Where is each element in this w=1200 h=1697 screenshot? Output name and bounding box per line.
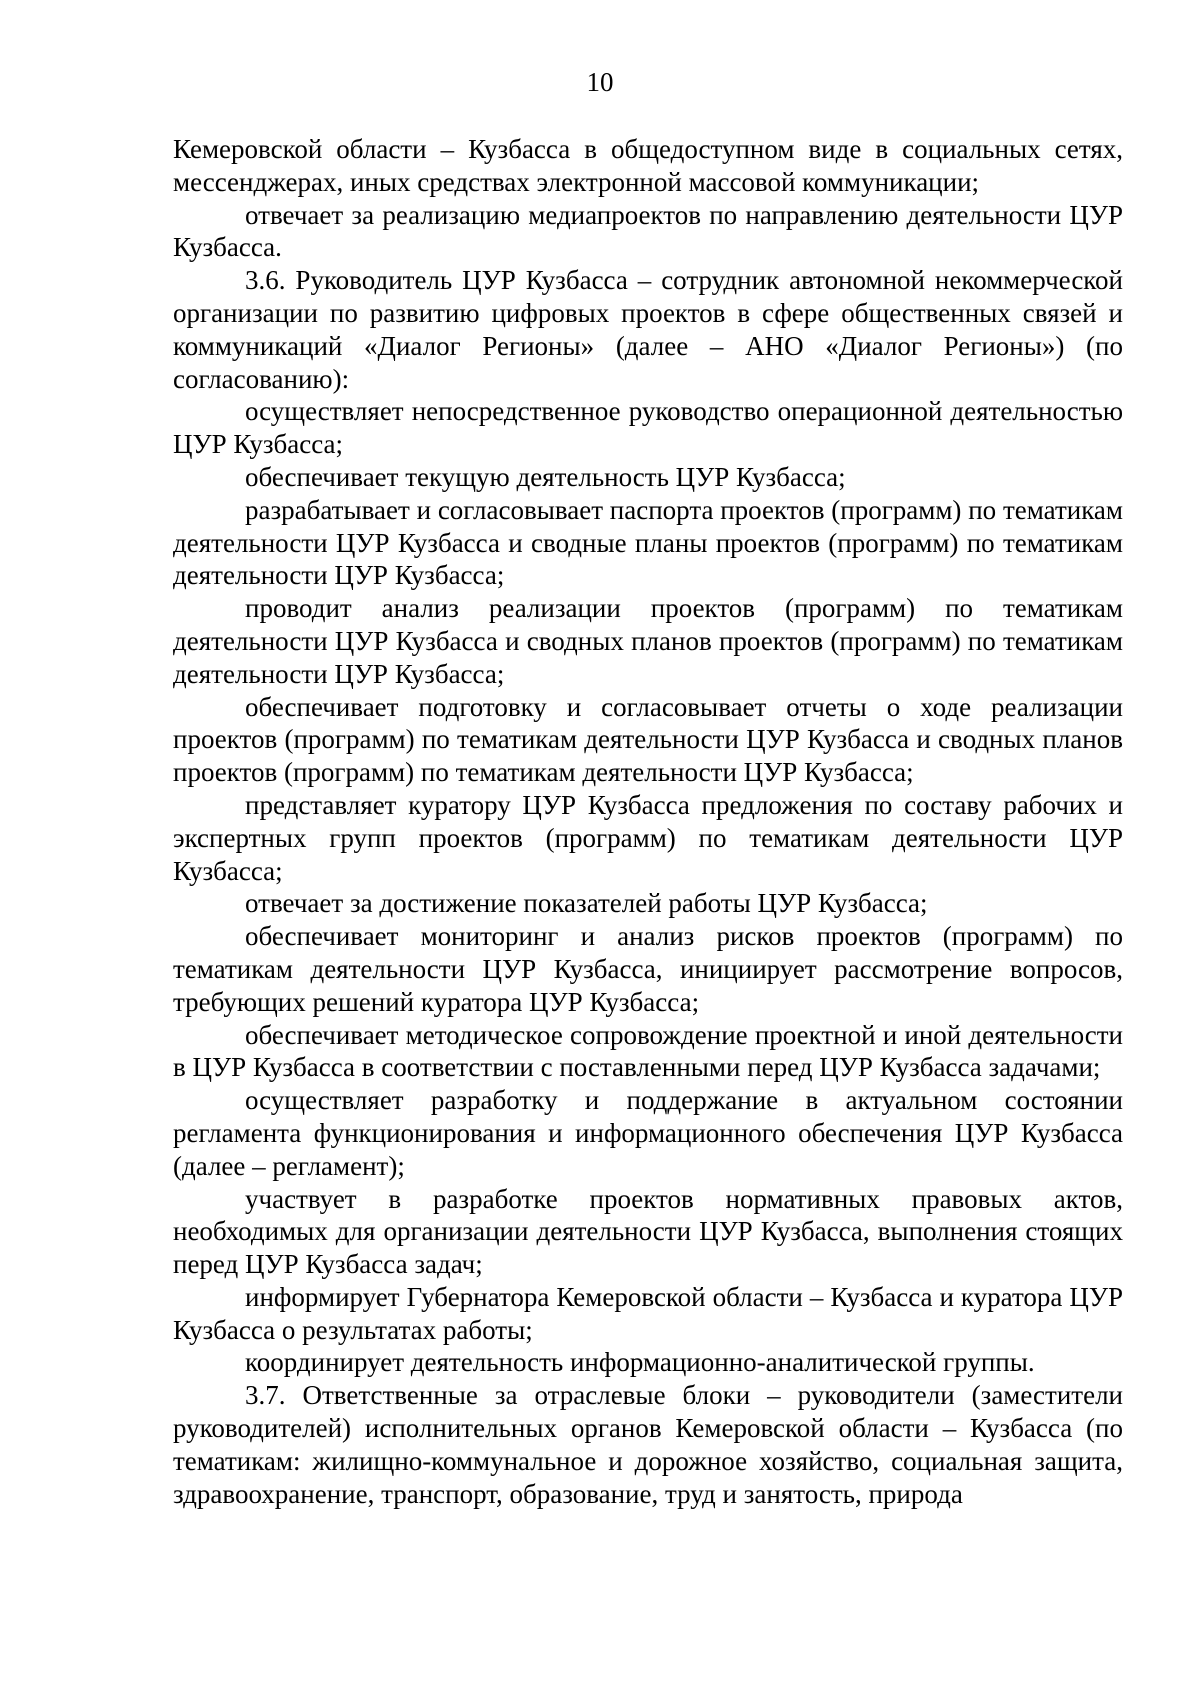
page-number: 10 <box>586 67 614 97</box>
paragraph-15: информирует Губернатора Кемеровской области – Кузбасса и куратора ЦУР Кузбасса о результатах работы; <box>173 1281 1123 1345</box>
paragraph-6: разрабатывает и согласовывает паспорта проектов (программ) по тематикам деятельности ЦУР Кузбасса и сводные планы проектов (программ) по тематикам деятельности ЦУР Кузбасса; <box>173 494 1123 591</box>
paragraph-2: отвечает за реализацию медиапроектов по направлению деятельности ЦУР Кузбасса. <box>173 199 1123 263</box>
paragraph-14: участвует в разработке проектов нормативных правовых актов, необходимых для организации деятельности ЦУР Кузбасса, выполнения стоящих перед ЦУР Кузбасса задач; <box>173 1183 1123 1280</box>
paragraph-7: проводит анализ реализации проектов (программ) по тематикам деятельности ЦУР Кузбасса и сводных планов проектов (программ) по тематикам деятельности ЦУР Кузбасса; <box>173 593 1123 689</box>
paragraph-16: координирует деятельность информационно-аналитической группы. <box>245 1347 1035 1378</box>
paragraph-8: обеспечивает подготовку и согласовывает отчеты о ходе реализации проектов (программ) по тематикам деятельности ЦУР Кузбасса и сводных планов проектов (программ) по тематикам деятельности ЦУР Кузбасса; <box>173 691 1123 788</box>
paragraph-9: представляет куратору ЦУР Кузбасса предложения по составу рабочих и экспертных групп проектов (программ) по тематикам деятельности ЦУР Кузбасса; <box>173 789 1123 886</box>
paragraph-3-7-head: 3.7. Ответственные за отраслевые блоки – руководители (заместители руководителей) исполнительных органов Кемеровской области – Кузбасса (по тематикам: жилищно-коммунальное и дорожное хозяйство, социальная защита, здравоохранение, транспорт, образование, труд и занятость, природа <box>173 1380 1123 1509</box>
paragraph-3-6-head: 3.6. Руководитель ЦУР Кузбасса – сотрудник автономной некоммерческой организации по развитию цифровых проектов в сфере общественных связей и коммуникаций «Диалог Регионы» (далее – АНО «Диалог Регионы») (по согласованию): <box>173 265 1123 394</box>
paragraph-1: Кемеровской области – Кузбасса в общедоступном виде в социальных сетях, мессенджерах, иных средствах электронной массовой коммуникации; <box>173 134 1123 197</box>
paragraph-10: отвечает за достижение показателей работы ЦУР Кузбасса; <box>245 888 928 919</box>
document-body <box>173 133 1123 1510</box>
paragraph-12: обеспечивает методическое сопровождение проектной и иной деятельности в ЦУР Кузбасса в соответствии с поставленными перед ЦУР Кузбасса задачами; <box>173 1019 1123 1083</box>
paragraph-11: обеспечивает мониторинг и анализ рисков проектов (программ) по тематикам деятельности ЦУР Кузбасса, инициирует рассмотрение вопросов, требующих решений куратора ЦУР Кузбасса; <box>173 921 1123 1017</box>
paragraph-4: осуществляет непосредственное руководство операционной деятельностью ЦУР Кузбасса; <box>173 396 1123 460</box>
paragraph-13: осуществляет разработку и поддержание в актуальном состоянии регламента функционирования и информационного обеспечения ЦУР Кузбасса (далее – регламент); <box>173 1085 1123 1181</box>
paragraph-5: обеспечивает текущую деятельность ЦУР Кузбасса; <box>245 461 846 492</box>
